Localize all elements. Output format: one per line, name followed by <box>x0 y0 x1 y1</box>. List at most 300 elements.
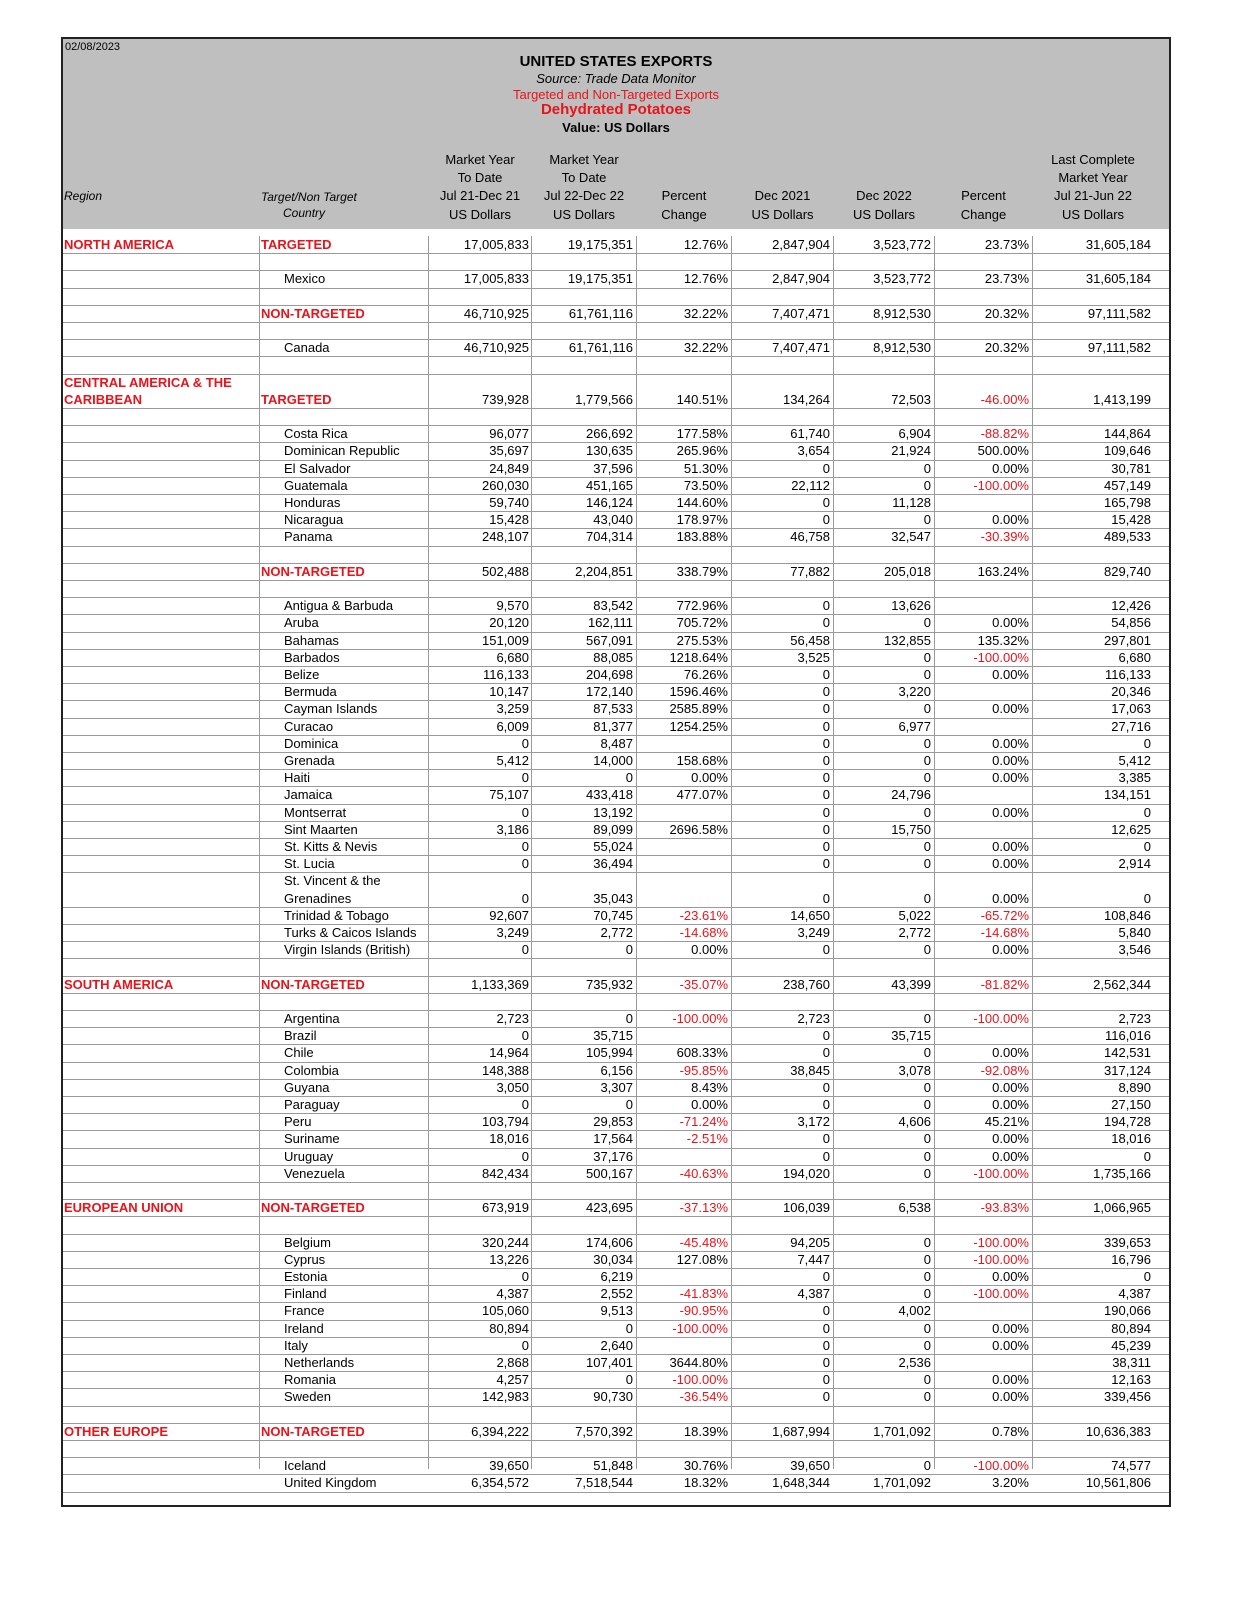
table-row <box>63 649 1169 667</box>
value-cell: 0.00% <box>992 1320 1029 1336</box>
value-cell: 20,120 <box>489 615 529 631</box>
value-cell: 0 <box>923 1286 931 1302</box>
value-cell: 0 <box>923 1131 931 1147</box>
value-cell: 43,399 <box>891 976 931 992</box>
value-cell <box>637 838 728 855</box>
value-cell: 0.00% <box>992 1045 1029 1061</box>
table-row <box>63 528 1169 546</box>
value-cell: 35,043 <box>593 890 633 906</box>
value-cell: 433,418 <box>586 787 633 803</box>
value-cell: 0.00% <box>992 1079 1029 1095</box>
value-cell: -40.63% <box>679 1165 728 1181</box>
value-cell: 0 <box>822 839 830 854</box>
value-cell <box>637 1027 728 1044</box>
value-cell: 0 <box>822 942 830 958</box>
value-cell: 3,654 <box>797 443 830 459</box>
value-cell: 0 <box>1143 735 1151 751</box>
value-cell: 174,606 <box>586 1234 633 1250</box>
value-cell: 6,009 <box>496 718 529 734</box>
value-cell: 24,796 <box>891 787 931 803</box>
country-name: Netherlands <box>284 1355 355 1370</box>
report-title: UNITED STATES EXPORTS <box>519 53 713 70</box>
value-cell: 0 <box>923 477 931 493</box>
value-cell: 135.32% <box>977 632 1029 648</box>
value-cell: 0.78% <box>992 1423 1029 1439</box>
spacer-row <box>63 1406 1169 1424</box>
value-cell: -100.00% <box>973 1011 1029 1026</box>
table-row <box>63 1062 1169 1080</box>
spacer-row <box>63 356 1169 374</box>
value-cell: 2,868 <box>496 1355 529 1370</box>
value-cell: 3,525 <box>797 649 830 665</box>
country-name: Bahamas <box>284 632 339 648</box>
value-cell: 74,577 <box>1111 1458 1151 1474</box>
country-name: Dominican Republic <box>284 443 400 459</box>
value-cell: 0 <box>923 804 931 820</box>
value-cell: 130,635 <box>586 443 633 459</box>
value-cell: 108,846 <box>1104 907 1151 923</box>
value-cell: 5,022 <box>898 907 931 923</box>
table-row <box>63 1474 1169 1492</box>
value-cell: 6,680 <box>1118 649 1151 665</box>
value-cell: -100.00% <box>973 1286 1029 1302</box>
value-cell: 0 <box>923 890 931 906</box>
value-cell: 0 <box>923 1148 931 1164</box>
value-cell: 5,840 <box>1118 925 1151 940</box>
summary-row <box>63 391 1169 409</box>
report-header <box>63 39 1169 229</box>
value-cell: 0 <box>923 1165 931 1181</box>
value-cell: 0 <box>625 1372 633 1388</box>
value-cell: 24,849 <box>489 460 529 476</box>
value-cell: 2,772 <box>600 925 633 940</box>
country-name: Uruguay <box>284 1148 334 1164</box>
value-cell: 51,848 <box>593 1458 633 1474</box>
value-cell: 37,596 <box>593 460 633 476</box>
table-row <box>63 804 1169 822</box>
table-row <box>63 1268 1169 1286</box>
value-cell: 18,016 <box>489 1131 529 1147</box>
value-cell: 3,385 <box>1118 770 1151 786</box>
value-cell: 107,401 <box>586 1355 633 1370</box>
value-cell: 0.00% <box>992 1269 1029 1284</box>
value-cell: 0 <box>822 821 830 837</box>
country-name: Sweden <box>284 1389 331 1405</box>
region-label: SOUTH AMERICA <box>64 976 174 992</box>
value-cell: 1,701,092 <box>873 1475 931 1491</box>
value-cell: 11,128 <box>892 495 931 510</box>
value-cell: 1,735,166 <box>1093 1165 1151 1181</box>
value-cell: 4,387 <box>1118 1286 1151 1302</box>
value-cell: 238,760 <box>783 976 830 992</box>
value-cell <box>637 855 728 872</box>
value-cell: 6,156 <box>600 1062 633 1078</box>
value-cell: 132,855 <box>884 632 931 648</box>
value-cell: 6,219 <box>600 1269 633 1284</box>
value-cell: 1,133,369 <box>471 976 529 992</box>
target-label: NON-TARGETED <box>261 976 365 992</box>
table-row <box>63 683 1169 701</box>
value-cell: 17,063 <box>1111 701 1151 717</box>
value-cell: 105,994 <box>586 1045 633 1061</box>
value-cell: 0 <box>822 701 830 717</box>
value-cell: -14.68% <box>679 925 728 940</box>
value-cell: 90,730 <box>593 1389 633 1405</box>
table-row <box>63 890 1169 908</box>
value-cell: 2,552 <box>600 1286 633 1302</box>
summary-row <box>63 1423 1169 1441</box>
value-cell: 1,648,344 <box>772 1475 830 1491</box>
value-cell: 38,311 <box>1112 1355 1151 1370</box>
value-cell: 0.00% <box>992 1131 1029 1147</box>
value-cell: 12.76% <box>683 237 728 252</box>
value-cell: 567,091 <box>586 632 633 648</box>
country-name: Sint Maarten <box>284 821 358 837</box>
value-cell: 0.00% <box>992 512 1029 528</box>
value-cell: 0 <box>822 735 830 751</box>
value-cell: 0 <box>625 770 633 786</box>
country-name: Iceland <box>284 1458 326 1474</box>
value-cell: 83,542 <box>593 598 633 614</box>
value-cell: 1,779,566 <box>575 391 633 407</box>
table-row <box>63 1388 1169 1406</box>
value-cell: 105,060 <box>482 1303 529 1319</box>
value-cell: 162,111 <box>587 615 633 631</box>
value-cell: 0 <box>625 942 633 958</box>
country-name: Colombia <box>284 1062 339 1078</box>
country-name: El Salvador <box>284 460 351 476</box>
value-cell: -88.82% <box>980 426 1029 442</box>
value-cell <box>935 1027 1029 1044</box>
value-cell: 16,796 <box>1111 1251 1151 1267</box>
value-cell: 17,005,833 <box>463 237 529 252</box>
value-cell: 18.39% <box>683 1423 728 1439</box>
value-cell: 9,570 <box>496 598 529 614</box>
table-row <box>63 907 1169 925</box>
value-cell: 6,977 <box>898 718 931 734</box>
country-name: Dominica <box>284 735 339 751</box>
value-cell: 20,346 <box>1111 684 1151 700</box>
table-row <box>63 838 1169 856</box>
target-label: NON-TARGETED <box>261 305 365 321</box>
table-row <box>63 1457 1169 1475</box>
value-cell: 14,650 <box>790 907 830 923</box>
value-cell: 735,932 <box>586 976 633 992</box>
value-cell: 194,020 <box>783 1165 830 1181</box>
col-header-mytd-2021: Market Year To Date Jul 21-Dec 21 US Dollars <box>439 152 521 222</box>
value-cell: 46,710,925 <box>463 340 529 356</box>
country-name: Jamaica <box>284 787 333 803</box>
value-cell: 0.00% <box>992 1389 1029 1405</box>
value-cell: 73.50% <box>683 477 728 493</box>
value-cell: 97,111,582 <box>1087 305 1151 321</box>
value-cell: 0 <box>923 460 931 476</box>
value-cell: 116,016 <box>1104 1028 1151 1044</box>
table-row <box>63 632 1169 650</box>
value-cell: 27,150 <box>1111 1097 1151 1112</box>
value-cell: 4,606 <box>898 1114 931 1130</box>
value-cell: 94,205 <box>790 1234 830 1250</box>
country-name: Nicaragua <box>284 512 344 528</box>
col-header-pct-change-mytd: Percent Change <box>661 188 707 222</box>
value-cell: 1596.46% <box>669 684 728 700</box>
value-cell: 106,039 <box>783 1200 830 1216</box>
value-cell: 0 <box>822 1028 830 1044</box>
spacer-row <box>63 993 1169 1011</box>
value-cell: 38,845 <box>790 1062 830 1078</box>
table-row <box>63 1251 1169 1269</box>
country-name: Cayman Islands <box>284 701 378 717</box>
value-cell: 15,428 <box>489 512 529 528</box>
value-cell: 3,172 <box>797 1114 830 1130</box>
value-cell: 23.73% <box>984 271 1029 287</box>
value-cell <box>935 683 1029 700</box>
value-cell: 1,066,965 <box>1093 1200 1151 1216</box>
value-cell: 0 <box>923 1320 931 1336</box>
value-cell: 1,413,199 <box>1093 391 1151 407</box>
value-cell: 51.30% <box>683 460 728 476</box>
value-cell: 8.43% <box>691 1079 728 1095</box>
value-cell: -100.00% <box>672 1320 728 1336</box>
value-cell: 0.00% <box>992 1097 1029 1112</box>
value-cell: 46,710,925 <box>463 305 529 321</box>
value-cell: 3,249 <box>496 925 529 940</box>
value-cell: 0 <box>923 839 931 854</box>
value-cell: 0 <box>822 1131 830 1147</box>
col-header-dec-2021: Dec 2021 US Dollars <box>751 188 814 222</box>
value-cell: 0.00% <box>992 839 1029 854</box>
value-cell: 14,000 <box>593 753 633 768</box>
value-cell: 30.76% <box>683 1458 728 1474</box>
value-cell: 29,853 <box>593 1114 633 1130</box>
table-row <box>63 460 1169 478</box>
value-cell: 704,314 <box>586 529 633 545</box>
value-cell: 8,487 <box>600 735 633 751</box>
value-cell: 0 <box>822 512 830 528</box>
table-row <box>63 1371 1169 1389</box>
value-cell: 3,186 <box>496 821 529 837</box>
spacer-row <box>63 253 1169 271</box>
value-cell: 10,636,383 <box>1085 1423 1151 1439</box>
region-label: OTHER EUROPE <box>64 1423 169 1439</box>
table-row <box>63 1027 1169 1045</box>
value-cell: 0 <box>822 804 830 820</box>
value-cell <box>935 786 1029 803</box>
value-cell: 27,716 <box>1111 718 1151 734</box>
value-cell: 59,740 <box>489 495 529 510</box>
country-name: Canada <box>284 340 330 356</box>
value-cell: 6,680 <box>496 649 529 665</box>
value-cell: 320,244 <box>482 1234 529 1250</box>
value-cell: 0 <box>923 753 931 768</box>
value-cell: 3,523,772 <box>873 271 931 287</box>
value-cell: 4,387 <box>797 1286 830 1302</box>
value-cell: 500,167 <box>586 1165 633 1181</box>
value-cell: 0 <box>923 1011 931 1026</box>
value-cell: 75,107 <box>489 787 529 803</box>
value-cell: 17,005,833 <box>463 271 529 287</box>
value-cell: 0 <box>625 1011 633 1026</box>
value-cell: 0.00% <box>691 770 728 786</box>
value-cell: 266,692 <box>586 426 633 442</box>
value-cell: -14.68% <box>980 925 1029 940</box>
table-row <box>63 425 1169 443</box>
value-cell: 103,794 <box>482 1114 529 1130</box>
country-name: Bermuda <box>284 684 337 700</box>
value-cell: 0 <box>1143 839 1151 854</box>
value-cell: 0 <box>521 1148 529 1164</box>
summary-row <box>63 374 1169 391</box>
value-cell: 5,412 <box>1118 753 1151 768</box>
value-cell: 317,124 <box>1104 1062 1151 1078</box>
country-name: France <box>284 1303 325 1319</box>
value-cell <box>935 597 1029 614</box>
value-cell: 178.97% <box>676 512 728 528</box>
value-cell: 88,085 <box>593 649 633 665</box>
country-name: Italy <box>284 1337 308 1353</box>
value-cell: 81,377 <box>593 718 633 734</box>
col-header-target: Target/Non Target <box>261 190 357 204</box>
value-cell: 31,605,184 <box>1085 237 1151 252</box>
value-cell: 0.00% <box>992 942 1029 958</box>
value-cell: 500.00% <box>977 443 1029 459</box>
value-cell: 204,698 <box>586 667 633 682</box>
table-row <box>63 1079 1169 1097</box>
country-name: Haiti <box>284 770 311 786</box>
col-header-country: Country <box>283 206 326 220</box>
value-cell: 19,175,351 <box>567 237 633 252</box>
value-cell: -81.82% <box>980 976 1029 992</box>
table-row <box>63 477 1169 495</box>
value-cell: 0 <box>1143 1148 1151 1164</box>
value-cell: 0 <box>822 615 830 631</box>
value-cell: 260,030 <box>482 477 529 493</box>
value-cell: 4,257 <box>496 1372 529 1388</box>
value-cell: 72,503 <box>891 391 931 407</box>
country-name: St. Lucia <box>284 856 335 872</box>
country-name: Guatemala <box>284 477 348 493</box>
country-name: Barbados <box>284 649 340 665</box>
value-cell: 8,912,530 <box>873 305 931 321</box>
country-name: Finland <box>284 1286 327 1302</box>
value-cell: 3,220 <box>898 684 931 700</box>
table-row <box>63 1130 1169 1148</box>
value-cell: 0 <box>822 787 830 803</box>
value-cell: 0 <box>923 1458 931 1474</box>
value-cell: 46,758 <box>790 529 830 545</box>
value-cell: 772.96% <box>676 598 728 614</box>
country-name: Belgium <box>284 1234 331 1250</box>
value-label: Value: US Dollars <box>562 120 670 135</box>
value-cell: 0 <box>822 1148 830 1164</box>
summary-row <box>63 976 1169 994</box>
country-name: Antigua & Barbuda <box>284 598 394 614</box>
table-row <box>63 339 1169 357</box>
value-cell: 7,407,471 <box>772 305 830 321</box>
value-cell: 0 <box>521 942 529 958</box>
table-row <box>63 1165 1169 1183</box>
value-cell: -100.00% <box>973 1458 1029 1474</box>
value-cell: 338.79% <box>676 563 728 579</box>
value-cell: 2,847,904 <box>772 237 830 252</box>
value-cell: 39,650 <box>489 1458 529 1474</box>
value-cell: 144.60% <box>676 495 728 510</box>
value-cell: 0 <box>521 804 529 820</box>
value-cell: 0 <box>822 460 830 476</box>
value-cell: 673,919 <box>482 1200 529 1216</box>
country-name: Brazil <box>284 1028 317 1044</box>
report-source: Source: Trade Data Monitor <box>536 71 696 86</box>
value-cell: 10,147 <box>489 684 529 700</box>
value-cell: 70,745 <box>593 907 633 923</box>
target-label: NON-TARGETED <box>261 563 365 579</box>
value-cell: 0 <box>822 1303 830 1319</box>
value-cell: 0 <box>923 649 931 665</box>
spacer-row <box>63 546 1169 564</box>
value-cell: 18.32% <box>683 1475 728 1491</box>
value-cell: 142,983 <box>482 1389 529 1405</box>
value-cell: 0 <box>521 890 529 906</box>
value-cell: 45,239 <box>1111 1337 1151 1353</box>
value-cell: 0.00% <box>992 701 1029 717</box>
value-cell: 842,434 <box>482 1165 529 1181</box>
value-cell: 0 <box>923 770 931 786</box>
value-cell: 2,723 <box>496 1011 529 1026</box>
country-name: St. Vincent & the <box>284 873 381 889</box>
value-cell: 6,394,222 <box>471 1423 529 1439</box>
value-cell: 163.24% <box>977 563 1029 579</box>
value-cell: 0 <box>923 701 931 717</box>
value-cell: 7,447 <box>797 1251 830 1267</box>
value-cell: 0.00% <box>992 753 1029 768</box>
country-name: Guyana <box>284 1079 330 1095</box>
table-row <box>63 941 1169 959</box>
value-cell: 608.33% <box>676 1045 728 1061</box>
value-cell: -100.00% <box>973 1234 1029 1250</box>
value-cell: 2,914 <box>1118 856 1151 872</box>
value-cell: 3.20% <box>992 1475 1029 1491</box>
value-cell: 61,761,116 <box>568 340 633 356</box>
value-cell: 31,605,184 <box>1085 271 1151 287</box>
value-cell: 0 <box>923 1079 931 1095</box>
table-row <box>63 924 1169 942</box>
value-cell: 0 <box>822 1389 830 1405</box>
value-cell: 2,536 <box>898 1355 931 1370</box>
value-cell <box>935 821 1029 838</box>
table-row <box>63 752 1169 770</box>
value-cell: 275.53% <box>676 632 728 648</box>
value-cell: 0.00% <box>992 1337 1029 1353</box>
value-cell: 0 <box>822 1079 830 1095</box>
col-header-last-complete-my: Last Complete Market Year Jul 21-Jun 22 US Dollars <box>1051 152 1135 222</box>
value-cell <box>637 804 728 821</box>
spacer-row <box>63 1216 1169 1234</box>
table-row <box>63 821 1169 839</box>
value-cell: 89,099 <box>593 821 633 837</box>
value-cell: -65.72% <box>980 907 1029 923</box>
value-cell: 339,653 <box>1104 1234 1151 1250</box>
table-row <box>63 1148 1169 1166</box>
value-cell: 13,192 <box>593 804 633 820</box>
table-row <box>63 1010 1169 1028</box>
spacer-row <box>63 408 1169 426</box>
value-cell: 0 <box>521 770 529 786</box>
summary-row <box>63 305 1169 323</box>
value-cell: 6,538 <box>898 1200 931 1216</box>
value-cell: 0 <box>521 856 529 872</box>
table-row <box>63 1096 1169 1114</box>
value-cell: 3644.80% <box>669 1355 728 1370</box>
